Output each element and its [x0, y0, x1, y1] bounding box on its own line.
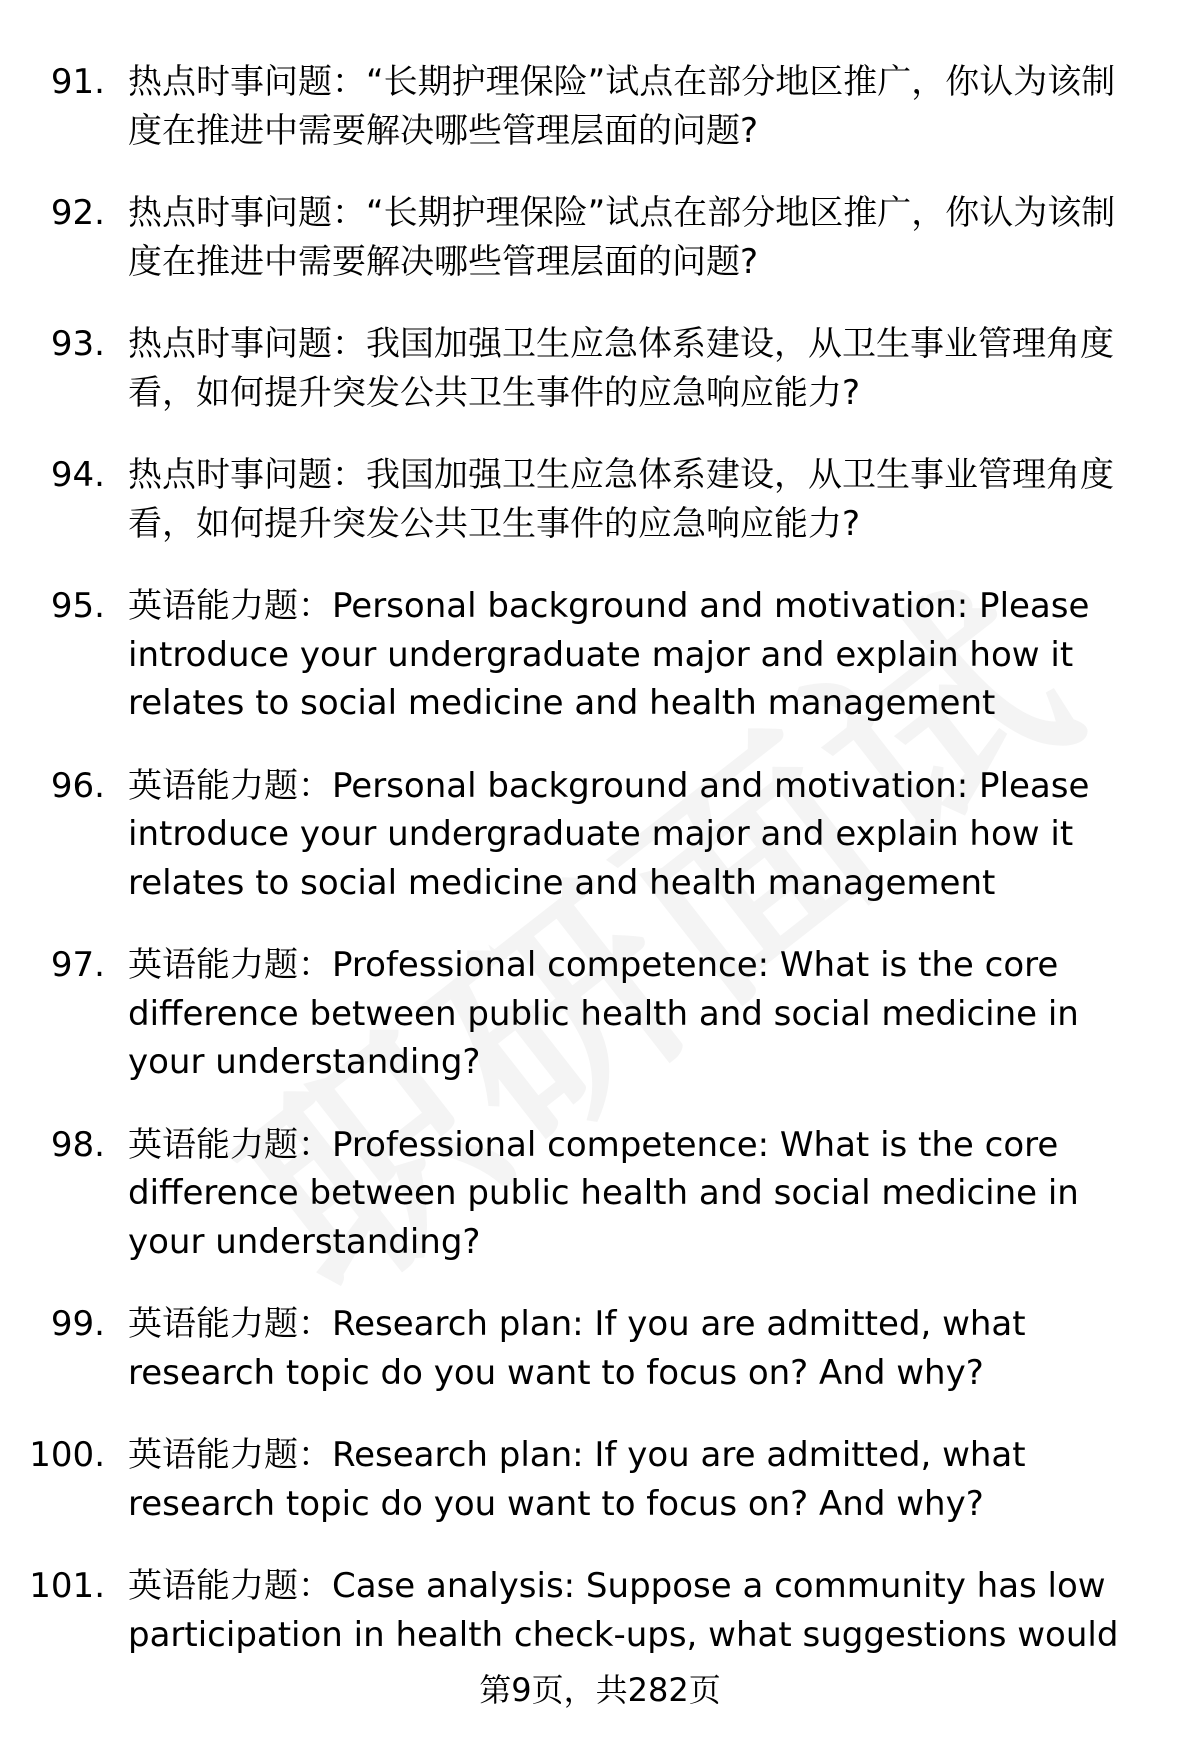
question-text: 英语能力题：Research plan: If you are admitted, what research topic do you want to focus on? And why? — [128, 1435, 1026, 1524]
question-number: 91. — [50, 62, 105, 102]
question-text: 英语能力题：Professional competence: What is the core difference between public health and social medicine in your understanding? — [128, 945, 1079, 1082]
question-text: 英语能力题：Professional competence: What is the core difference between public health and social medicine in your understanding? — [128, 1124, 1079, 1262]
question-list — [0, 58, 1200, 1693]
question-item — [0, 451, 1200, 548]
question-number: 98. — [50, 1124, 105, 1165]
question-item — [0, 320, 1200, 417]
question-text: 热点时事问题：我国加强卫生应急体系建设，从卫生事业管理角度看，如何提升突发公共卫生事件的应急响应能力? — [128, 455, 1114, 544]
question-number: 93. — [50, 324, 105, 364]
question-number: 101. — [29, 1566, 105, 1606]
question-number: 99. — [50, 1304, 105, 1344]
question-number: 95. — [50, 586, 105, 626]
page-footer: 第9页，共282页 — [0, 1668, 1200, 1712]
question-number: 100. — [29, 1435, 105, 1475]
question-item — [0, 582, 1200, 728]
question-text: 热点时事问题：“长期护理保险”试点在部分地区推广，你认为该制度在推进中需要解决哪些管理层面的问题? — [128, 193, 1116, 282]
question-number: 96. — [50, 765, 105, 806]
question-item — [0, 941, 1200, 1087]
question-number: 94. — [50, 455, 105, 495]
question-text: 英语能力题：Case analysis: Suppose a community has low participation in health check-ups, what suggestions would — [128, 1566, 1119, 1655]
question-item — [0, 1121, 1200, 1267]
question-item — [0, 1300, 1200, 1397]
question-number: 97. — [50, 945, 105, 985]
question-item — [0, 762, 1200, 908]
question-item — [0, 1431, 1200, 1528]
question-item — [0, 58, 1200, 155]
question-text: 热点时事问题：我国加强卫生应急体系建设，从卫生事业管理角度看，如何提升突发公共卫生事件的应急响应能力? — [128, 324, 1114, 413]
question-text: 热点时事问题：“长期护理保险”试点在部分地区推广，你认为该制度在推进中需要解决哪些管理层面的问题? — [128, 62, 1116, 151]
question-text: 英语能力题：Personal background and motivation: Please introduce your undergraduate major and explain how it relates to social medicine and health management — [128, 765, 1090, 903]
question-number: 92. — [50, 193, 105, 233]
question-item — [0, 189, 1200, 286]
question-item — [0, 1562, 1200, 1659]
question-text: 英语能力题：Personal background and motivation: Please introduce your undergraduate major and explain how it relates to social medicine and health management — [128, 586, 1090, 723]
question-text: 英语能力题：Research plan: If you are admitted, what research topic do you want to focus on? And why? — [128, 1304, 1026, 1393]
